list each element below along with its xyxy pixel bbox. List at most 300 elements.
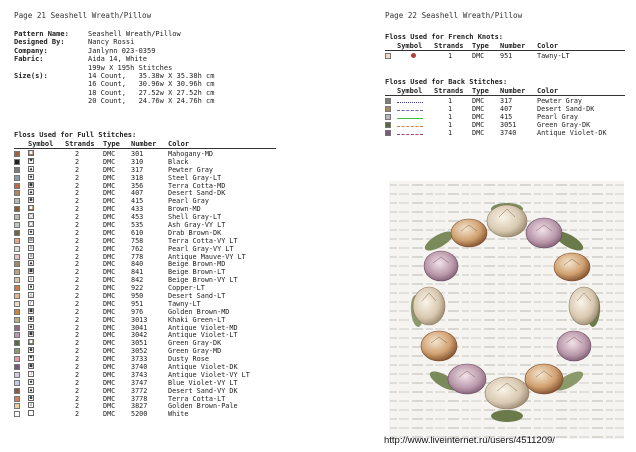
strands-cell: 2 [75, 252, 80, 261]
stitch-symbol: ● [29, 315, 33, 322]
type-cell: DMC [103, 236, 116, 245]
size-line: 16 Count, 30.96w X 30.96h cm [88, 80, 215, 89]
color-name-cell: Beige Brown-LT [168, 268, 226, 277]
strands-cell: 2 [75, 370, 80, 379]
stitch-symbol: ⊠ [29, 236, 33, 243]
strands-cell: 2 [75, 157, 80, 166]
french-knots-header [385, 42, 558, 50]
type-cell: DMC [103, 228, 116, 237]
number-cell: 407 [131, 189, 144, 198]
number-cell: 5200 [131, 410, 148, 419]
stitch-symbol: ■ [29, 149, 33, 156]
type-cell: DMC [103, 355, 116, 364]
type-cell: DMC [103, 331, 116, 340]
type-cell: DMC [103, 323, 116, 332]
color-swatch [385, 122, 391, 128]
color-swatch [14, 301, 20, 307]
strands-cell: 2 [75, 291, 80, 300]
type-cell: DMC [472, 112, 485, 121]
number-cell: 3778 [131, 394, 148, 403]
header-symbol: Symbol [397, 42, 423, 50]
floss-row [14, 292, 250, 300]
back-stitches-header [385, 87, 558, 95]
number-cell: 3747 [131, 378, 148, 387]
floss-row [14, 324, 250, 332]
seashell-wreath-image [389, 181, 624, 439]
stitch-symbol: ▲ [29, 189, 33, 196]
header-type: Type [103, 140, 120, 148]
color-name-cell: Terra Cotta-MD [168, 181, 226, 190]
stitch-symbol: ◆ [29, 173, 33, 180]
stitch-symbol: ■ [29, 268, 33, 275]
number-cell: 535 [131, 220, 144, 229]
type-cell: DMC [103, 189, 116, 198]
strands-cell: 1 [448, 120, 453, 129]
stitch-symbol: ■ [29, 331, 33, 338]
strands-cell: 1 [448, 112, 453, 121]
color-swatch [14, 411, 20, 417]
stitch-symbol: ■ [29, 307, 33, 314]
stitch-symbol [28, 410, 34, 416]
number-cell: 951 [131, 299, 144, 308]
number-cell: 3733 [131, 355, 148, 364]
color-swatch [14, 372, 20, 378]
header-number: Number [131, 140, 157, 148]
color-name-cell: Steel Gray-LT [168, 173, 222, 182]
color-name-cell: Green Gray-DK [537, 120, 591, 129]
color-swatch [14, 403, 20, 409]
color-name-cell: Desert Sand-LT [168, 291, 226, 300]
back-stitch-line [397, 126, 423, 127]
strands-cell: 2 [75, 236, 80, 245]
header-rule [14, 148, 276, 149]
number-cell: 356 [131, 181, 144, 190]
floss-row [14, 371, 250, 379]
strands-cell: 2 [75, 228, 80, 237]
floss-row [14, 197, 250, 205]
floss-row [14, 182, 250, 190]
floss-row [14, 158, 250, 166]
number-cell: 3052 [131, 347, 148, 356]
number-cell: 3740 [500, 128, 517, 137]
number-cell: 840 [131, 260, 144, 269]
color-name-cell: Golden Brown-Pale [168, 402, 238, 411]
number-cell: 610 [131, 228, 144, 237]
color-name-cell: Antique Violet-DK [537, 128, 607, 137]
meta-value: 199w X 195h Stitches [88, 63, 173, 72]
color-swatch [14, 246, 20, 252]
number-cell: 3051 [500, 120, 517, 129]
stitch-symbol: ▫ [29, 402, 33, 409]
floss-row [385, 97, 607, 105]
floss-row [385, 121, 607, 129]
strands-cell: 1 [448, 51, 453, 60]
number-cell: 762 [131, 244, 144, 253]
type-cell: DMC [103, 149, 116, 158]
strands-cell: 2 [75, 189, 80, 198]
color-name-cell: Drab Brown-DK [168, 228, 222, 237]
meta-value: Janlynn 023-0359 [88, 46, 156, 55]
meta-label [14, 64, 88, 72]
pattern-info [14, 30, 214, 106]
back-stitches-list [385, 97, 607, 136]
strands-cell: 1 [448, 96, 453, 105]
strands-cell: 2 [75, 386, 80, 395]
header-rule [385, 50, 625, 51]
number-cell: 950 [131, 291, 144, 300]
color-swatch [14, 325, 20, 331]
number-cell: 433 [131, 205, 144, 214]
color-name-cell: Desert Sand-DK [537, 104, 595, 113]
strands-cell: 2 [75, 410, 80, 419]
color-swatch [14, 175, 20, 181]
number-cell: 976 [131, 307, 144, 316]
header-type: Type [472, 87, 489, 95]
type-cell: DMC [103, 268, 116, 277]
stitch-symbol: □ [29, 220, 33, 227]
color-swatch [14, 151, 20, 157]
stitch-symbol: ● [29, 394, 33, 401]
floss-row [14, 150, 250, 158]
color-name-cell: Copper-LT [168, 284, 205, 293]
strands-cell: 2 [75, 323, 80, 332]
type-cell: DMC [103, 347, 116, 356]
color-name-cell: Pearl Gray [168, 197, 209, 206]
full-stitches-header [14, 140, 189, 148]
full-stitches-title: Floss Used for Full Stitches: [14, 131, 137, 139]
color-name-cell: Ash Gray-VY LT [168, 220, 226, 229]
number-cell: 3743 [131, 370, 148, 379]
type-cell: DMC [472, 96, 485, 105]
floss-row [14, 363, 250, 371]
strands-cell: 2 [75, 260, 80, 269]
number-cell: 407 [500, 104, 513, 113]
type-cell: DMC [103, 299, 116, 308]
floss-row [14, 316, 250, 324]
color-name-cell: Beige Brown-MD [168, 260, 226, 269]
meta-row [14, 64, 214, 72]
header-number: Number [500, 42, 526, 50]
strands-cell: 2 [75, 165, 80, 174]
number-cell: 3042 [131, 331, 148, 340]
page-title: Page 21 Seashell Wreath/Pillow [14, 11, 152, 20]
number-cell: 3772 [131, 386, 148, 395]
color-name-cell: Khaki Green-LT [168, 315, 226, 324]
color-swatch [14, 396, 20, 402]
stitch-symbol: ♥ [29, 355, 33, 362]
color-name-cell: Shell Gray-LT [168, 213, 222, 222]
color-name-cell: Desert Sand-VY DK [168, 386, 238, 395]
watermark-url: http://www.liveinternet.ru/users/4511209/ [384, 435, 555, 446]
floss-row [14, 205, 250, 213]
floss-row [14, 387, 250, 395]
color-swatch [14, 190, 20, 196]
strands-cell: 2 [75, 363, 80, 371]
number-cell: 3041 [131, 323, 148, 332]
color-swatch [14, 261, 20, 267]
back-stitch-line [397, 118, 423, 119]
color-name-cell: Pearl Gray-VY LT [168, 244, 234, 253]
color-swatch [14, 364, 20, 370]
stitch-symbol: ◆ [29, 378, 33, 385]
type-cell: DMC [103, 402, 116, 411]
color-name-cell: Tawny-LT [537, 51, 570, 60]
color-swatch [14, 159, 20, 165]
meta-label: Pattern Name: [14, 30, 69, 38]
strands-cell: 2 [75, 268, 80, 277]
color-swatch [14, 332, 20, 338]
stitch-symbol: ▲ [29, 165, 33, 172]
number-cell: 778 [131, 252, 144, 261]
back-stitch-line [397, 102, 423, 103]
color-swatch [14, 309, 20, 315]
back-stitches-title: Floss Used for Back Stitches: [385, 78, 508, 86]
meta-value: Aida 14, White [88, 55, 148, 64]
color-swatch [14, 340, 20, 346]
stitch-symbol: ▲ [29, 386, 33, 393]
color-swatch [14, 277, 20, 283]
strands-cell: 2 [75, 284, 80, 293]
floss-row [14, 284, 250, 292]
number-cell: 3013 [131, 315, 148, 324]
stitch-symbol: ● [29, 197, 33, 204]
size-label: Size(s): [14, 72, 48, 81]
stitch-symbol: ◆ [29, 323, 33, 330]
type-cell: DMC [103, 378, 116, 387]
floss-row [14, 403, 250, 411]
floss-row [385, 52, 570, 60]
strands-cell: 2 [75, 355, 80, 364]
header-strands: Strands [434, 42, 464, 50]
strands-cell: 2 [75, 299, 80, 308]
color-swatch [385, 98, 391, 104]
color-swatch [14, 222, 20, 228]
strands-cell: 2 [75, 173, 80, 182]
color-name-cell: Beige Brown-VY LT [168, 276, 238, 285]
floss-row [14, 245, 250, 253]
stitch-symbol: ☽ [29, 370, 33, 377]
color-name-cell: Mahogany-MD [168, 149, 214, 158]
color-swatch [385, 53, 391, 59]
strands-cell: 2 [75, 315, 80, 324]
color-name-cell: Pearl Gray [537, 112, 578, 121]
header-color: Color [537, 87, 559, 95]
floss-row [385, 113, 607, 121]
color-name-cell: Brown-MD [168, 205, 201, 214]
floss-row [385, 105, 607, 113]
stitch-symbol: ■ [29, 363, 33, 369]
stitch-symbol: ■ [29, 339, 33, 346]
header-symbol: Symbol [28, 140, 54, 148]
type-cell: DMC [103, 370, 116, 379]
type-cell: DMC [103, 260, 116, 269]
floss-row [14, 189, 250, 197]
type-cell: DMC [472, 51, 485, 60]
number-cell: 951 [500, 51, 513, 60]
french-knots-title: Floss Used for French Knots: [385, 33, 504, 41]
color-swatch [14, 183, 20, 189]
type-cell: DMC [472, 128, 485, 137]
floss-row [14, 347, 250, 355]
stitch-symbol: ▲ [29, 260, 33, 267]
strands-cell: 1 [448, 128, 453, 137]
color-name-cell: Pewter Gray [537, 96, 583, 105]
color-name-cell: Desert Sand-DK [168, 189, 226, 198]
meta-label: Fabric: [14, 55, 44, 64]
stitch-symbol: ≡ [29, 244, 33, 251]
meta-row [14, 55, 214, 63]
type-cell: DMC [103, 284, 116, 293]
stitch-symbol: ■ [29, 205, 33, 212]
color-name-cell: Green Gray-DK [168, 339, 222, 348]
type-cell: DMC [103, 410, 116, 419]
type-cell: DMC [103, 252, 116, 261]
strands-cell: 2 [75, 205, 80, 214]
color-name-cell: Antique Violet-LT [168, 331, 238, 340]
type-cell: DMC [103, 197, 116, 206]
number-cell: 317 [500, 96, 513, 105]
type-cell: DMC [472, 104, 485, 113]
floss-row [14, 410, 250, 418]
floss-row [14, 260, 250, 268]
color-name-cell: Terra Cotta-LT [168, 394, 226, 403]
stitch-symbol: ≡ [29, 252, 33, 259]
color-swatch [14, 388, 20, 394]
floss-row [14, 221, 250, 229]
type-cell: DMC [103, 394, 116, 403]
strands-cell: 2 [75, 378, 80, 387]
number-cell: 415 [500, 112, 513, 121]
floss-row [14, 174, 250, 182]
color-swatch [14, 269, 20, 275]
stitch-symbol: / [29, 299, 33, 306]
strands-cell: 2 [75, 331, 80, 340]
header-type: Type [472, 42, 489, 50]
color-swatch [14, 317, 20, 323]
seashell-wreath-illustration [389, 181, 624, 439]
color-name-cell: Green Gray-MD [168, 347, 222, 356]
color-name-cell: Pewter Gray [168, 165, 214, 174]
stitch-symbol: ○ [29, 213, 33, 220]
type-cell: DMC [103, 291, 116, 300]
floss-row [14, 268, 250, 276]
number-cell: 415 [131, 197, 144, 206]
number-cell: 922 [131, 284, 144, 293]
color-name-cell: Antique Violet-MD [168, 323, 238, 332]
floss-row [14, 229, 250, 237]
floss-row [14, 253, 250, 261]
type-cell: DMC [103, 165, 116, 174]
strands-cell: 1 [448, 104, 453, 113]
strands-cell: 2 [75, 402, 80, 411]
number-cell: 842 [131, 276, 144, 285]
color-swatch [14, 348, 20, 354]
strands-cell: 2 [75, 213, 80, 222]
color-name-cell: Antique Mauve-VY LT [168, 252, 246, 261]
floss-row [14, 379, 250, 387]
color-swatch [14, 356, 20, 362]
type-cell: DMC [103, 244, 116, 253]
header-number: Number [500, 87, 526, 95]
floss-row [385, 129, 607, 137]
strands-cell: 2 [75, 244, 80, 253]
color-swatch [14, 167, 20, 173]
type-cell: DMC [472, 120, 485, 129]
header-strands: Strands [434, 87, 464, 95]
size-line: 20 Count, 24.76w X 24.76h cm [88, 97, 215, 106]
type-cell: DMC [103, 205, 116, 214]
color-swatch [14, 293, 20, 299]
color-swatch [14, 214, 20, 220]
stitch-symbol: ■ [29, 181, 33, 188]
header-strands: Strands [65, 140, 95, 148]
full-stitches-list [14, 150, 250, 418]
strands-cell: 2 [75, 181, 80, 190]
color-name-cell: White [168, 410, 189, 419]
strands-cell: 2 [75, 149, 80, 158]
floss-row [14, 300, 250, 308]
color-name-cell: Antique Violet-DK [168, 363, 238, 371]
color-swatch [14, 380, 20, 386]
stitch-symbol: ● [29, 347, 33, 354]
color-swatch [14, 254, 20, 260]
size-line: 14 Count, 35.38w X 35.38h cm [88, 72, 215, 81]
number-cell: 310 [131, 157, 144, 166]
strands-cell: 2 [75, 197, 80, 206]
color-swatch [14, 206, 20, 212]
stitch-symbol: ▫ [29, 276, 33, 283]
type-cell: DMC [103, 181, 116, 190]
type-cell: DMC [103, 307, 116, 316]
meta-value: Nancy Rossi [88, 38, 135, 47]
number-cell: 3051 [131, 339, 148, 348]
color-name-cell: Terra Cotta-VY LT [168, 236, 238, 245]
color-name-cell: Golden Brown-MD [168, 307, 230, 316]
header-rule [385, 95, 625, 96]
color-name-cell: Blue Violet-VY LT [168, 378, 238, 387]
meta-row [14, 38, 214, 46]
french-knots-list [385, 52, 570, 60]
color-swatch [385, 114, 391, 120]
number-cell: 317 [131, 165, 144, 174]
header-color: Color [168, 140, 190, 148]
stitch-symbol: ▪ [29, 284, 33, 291]
stitch-symbol: △ [29, 291, 33, 298]
floss-row [14, 166, 250, 174]
strands-cell: 2 [75, 347, 80, 356]
type-cell: DMC [103, 276, 116, 285]
stitch-symbol: ♥ [29, 157, 33, 164]
color-name-cell: Tawny-LT [168, 299, 201, 308]
type-cell: DMC [103, 386, 116, 395]
number-cell: 3740 [131, 363, 148, 371]
floss-row [14, 213, 250, 221]
back-stitch-line [397, 110, 423, 111]
strands-cell: 2 [75, 307, 80, 316]
strands-cell: 2 [75, 394, 80, 403]
meta-row [14, 30, 214, 38]
type-cell: DMC [103, 339, 116, 348]
number-cell: 301 [131, 149, 144, 158]
floss-row [14, 395, 250, 403]
type-cell: DMC [103, 315, 116, 324]
number-cell: 758 [131, 236, 144, 245]
number-cell: 3827 [131, 402, 148, 411]
strands-cell: 2 [75, 276, 80, 285]
floss-row [14, 237, 250, 245]
strands-cell: 2 [75, 220, 80, 229]
header-color: Color [537, 42, 559, 50]
